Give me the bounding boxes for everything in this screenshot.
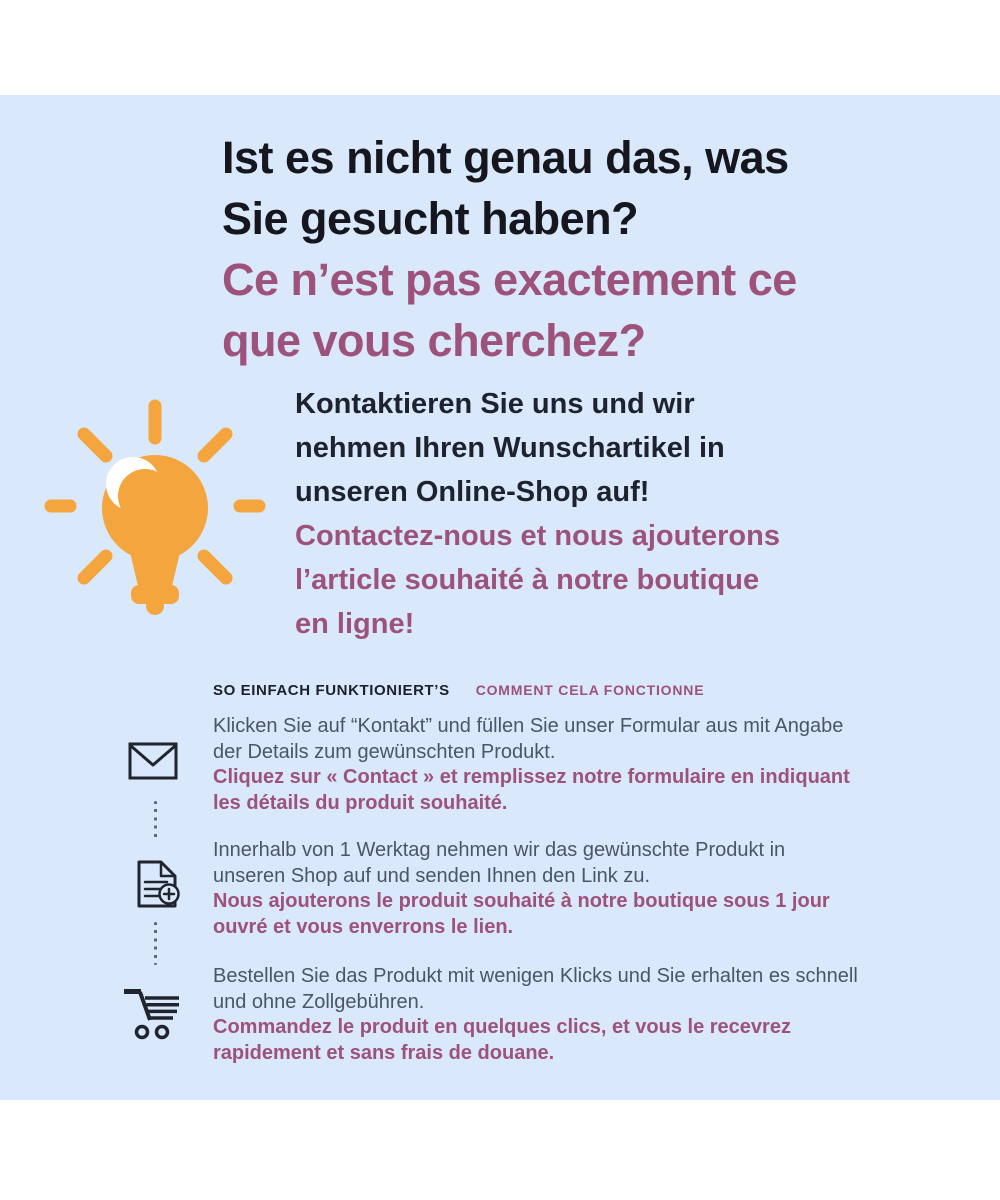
step-3-fr-line-2: rapidement et sans frais de douane. [213, 1042, 555, 1065]
how-header-fr: COMMENT CELA FONCTIONNE [475, 682, 705, 698]
intro-de-line-2: nehmen Ihren Wunschartikel in [295, 432, 725, 464]
step-2-fr-line-1: Nous ajouterons le produit souhaité à notre boutique sous 1 jour [213, 890, 830, 913]
step-3-de-line-2: und ohne Zollgebühren. [213, 990, 425, 1013]
document-add-icon [130, 858, 182, 910]
dotted-connector-1 [154, 801, 157, 841]
step-1-text [213, 714, 943, 817]
intro-fr-line-2: l’article souhaité à notre boutique [295, 564, 760, 596]
shopping-cart-icon [121, 984, 185, 1042]
intro-de-line-3: unseren Online-Shop auf! [295, 476, 650, 508]
step-1-de-line-1: Klicken Sie auf “Kontakt” und füllen Sie unser Formular aus mit Angabe [213, 715, 844, 737]
step-3-fr-line-1: Commandez le produit en quelques clics, et vous le recevrez [213, 1016, 791, 1039]
step-2-de-line-2: unseren Shop auf und senden Ihnen den Link zu. [213, 864, 651, 887]
step-2-text [213, 838, 943, 941]
dotted-connector-2 [154, 922, 157, 965]
how-header-de: SO EINFACH FUNKTIONIERT’S [213, 682, 450, 699]
intro-fr-line-3: en ligne! [295, 608, 415, 640]
intro-de-line-1: Kontaktieren Sie uns und wir [295, 388, 695, 420]
step-1-de-line-2: der Details zum gewünschten Produkt. [213, 740, 556, 763]
intro-fr-line-1: Contactez-nous et nous ajouterons [295, 520, 780, 552]
envelope-icon [127, 741, 179, 781]
step-2-fr-line-2: ouvré et vous enverrons le lien. [213, 916, 514, 939]
step-2-de-line-1: Innerhalb von 1 Werktag nehmen wir das gewünschte Produkt in [213, 839, 786, 861]
how-it-works-header [213, 682, 704, 699]
intro-paragraph [295, 382, 935, 646]
headline-de-line-2: Sie gesucht haben? [222, 193, 639, 244]
headline-fr-line-2: que vous cherchez? [222, 315, 646, 366]
headline [222, 127, 982, 371]
headline-de-line-1: Ist es nicht genau das, was [222, 132, 789, 183]
step-1-fr-line-1: Cliquez sur « Contact » et remplissez notre formulaire en indiquant [213, 766, 850, 789]
step-3-de-line-1: Bestellen Sie das Produkt mit wenigen Klicks und Sie erhalten es schnell [213, 965, 858, 987]
step-1-fr-line-2: les détails du produit souhaité. [213, 792, 508, 815]
lightbulb-icon [44, 396, 266, 620]
headline-fr-line-1: Ce n’est pas exactement ce [222, 254, 797, 305]
step-3-text [213, 964, 943, 1067]
